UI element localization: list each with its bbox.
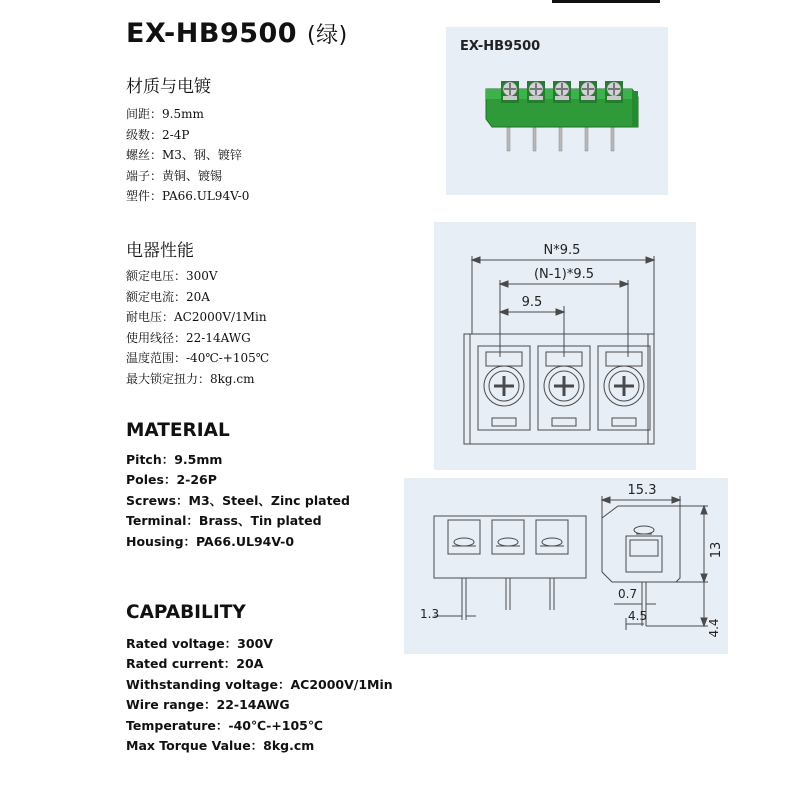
electrical-cn-row: 最大锁定扭力：8kg.cm — [126, 371, 255, 386]
material-cn-row: 塑件：PA66.UL94V-0 — [126, 189, 250, 203]
pin — [533, 125, 536, 151]
electrical-cn-row: 额定电流：20A — [126, 289, 210, 304]
material-cn-list — [126, 104, 249, 207]
material-cn-heading: 材质与电镀 — [126, 77, 211, 97]
material-en-list — [126, 450, 350, 552]
capability-en-row: Max Torque Value：8kg.cm — [126, 738, 315, 754]
pin — [559, 125, 562, 151]
material-en-row: Screws：M3、Steel、Zinc plated — [126, 492, 350, 508]
material-en-row: Terminal：Brass、Tin plated — [126, 513, 322, 529]
dim-pin-offset-label: 4.5 — [628, 609, 648, 623]
side-view-drawing-panel — [404, 478, 728, 654]
material-cn-row: 端子：黄铜、镀锡 — [126, 168, 223, 183]
pin — [585, 125, 588, 151]
electrical-cn-list — [126, 266, 269, 389]
dim-inner-label: (N-1)*9.5 — [533, 267, 595, 282]
top-rule — [552, 0, 660, 3]
capability-en-row: Rated voltage：300V — [126, 636, 273, 651]
product-title — [126, 18, 348, 49]
material-cn-row: 螺丝：M3、钢、镀锌 — [126, 148, 242, 162]
product-model: EX-HB9500 — [126, 18, 298, 49]
material-en-row: Poles：2-26P — [126, 472, 217, 488]
dim-pin-width-label: 1.3 — [420, 607, 440, 621]
material-en-row: Housing：PA66.UL94V-0 — [126, 533, 295, 549]
material-cn-row: 间距：9.5mm — [126, 107, 204, 121]
capability-en-list — [126, 634, 393, 756]
top-view-drawing — [434, 222, 696, 470]
dim-total-label: N*9.5 — [543, 243, 581, 258]
electrical-cn-row: 额定电压：300V — [126, 269, 218, 283]
electrical-cn-row: 耐电压：AC2000V/1Min — [126, 310, 267, 324]
capability-en-row: Wire range：22-14AWG — [126, 697, 290, 713]
pin — [507, 125, 510, 151]
top-view-drawing-panel — [434, 222, 696, 470]
capability-en-row: Temperature：-40℃-+105℃ — [126, 717, 324, 733]
capability-en-row: Withstanding voltage：AC2000V/1Min — [126, 676, 393, 692]
material-en-row: Pitch：9.5mm — [126, 452, 223, 467]
housing-end-wall — [632, 91, 638, 127]
electrical-cn-row: 温度范围：-40℃-+105℃ — [126, 351, 270, 365]
terminal-block-photo — [446, 27, 668, 195]
capability-en-heading: CAPABILITY — [126, 602, 246, 623]
side-view-drawing — [404, 478, 728, 654]
dim-height-label: 13 — [709, 541, 724, 559]
product-photo-label: EX-HB9500 — [460, 39, 541, 54]
dim-pin-thick-label: 0.7 — [618, 587, 638, 601]
electrical-cn-row: 使用线径：22-14AWG — [126, 330, 251, 345]
capability-en-row: Rated current：20A — [126, 656, 264, 672]
dim-width-label: 15.3 — [627, 483, 657, 498]
pin — [611, 125, 614, 151]
electrical-cn-heading: 电器性能 — [126, 241, 194, 261]
product-color-note: (绿) — [307, 23, 348, 48]
material-cn-row: 级数：2-4P — [126, 127, 190, 142]
dim-pitch-label: 9.5 — [521, 295, 543, 310]
dim-pin-length-label: 4.4 — [707, 618, 721, 638]
product-photo-panel — [446, 27, 668, 195]
material-en-heading: MATERIAL — [126, 420, 230, 441]
